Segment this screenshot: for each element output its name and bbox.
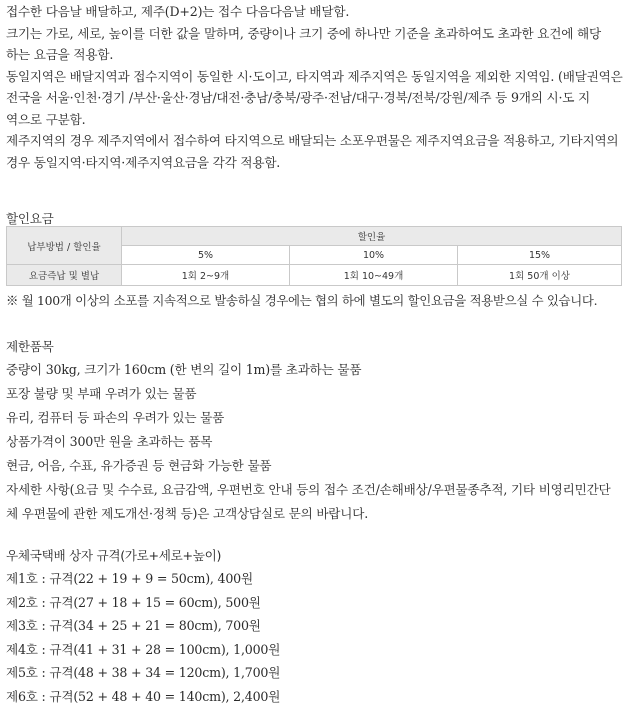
intro-line: 크기는 가로, 세로, 높이를 더한 값을 말하며, 중량이나 크기 중에 하나만 기준을 초과하여도 초과한 요건에 해당 — [6, 23, 623, 45]
table-rate-cell: 5% — [122, 246, 290, 265]
table-header-rate: 할인율 — [122, 227, 622, 246]
intro-line: 하는 요금을 적용함. — [6, 44, 623, 66]
box-line: 제5호 : 규격(48 + 38 + 34 = 120cm), 1,700원 — [6, 661, 280, 685]
intro-line: 역으로 구분함. — [6, 109, 623, 131]
restricted-title: 제한품목 — [6, 336, 53, 355]
box-line: 제1호 : 규격(22 + 19 + 9 = 50cm), 400원 — [6, 567, 280, 591]
box-line: 제3호 : 규격(34 + 25 + 21 = 80cm), 700원 — [6, 614, 280, 638]
restricted-line: 상품가격이 300만 원을 초과하는 품목 — [6, 430, 611, 454]
intro-section — [6, 1, 623, 173]
table-rate-cell: 10% — [290, 246, 458, 265]
intro-line: 경우 동일지역·타지역·제주지역요금을 각각 적용함. — [6, 152, 623, 174]
restricted-line: 유리, 컴퓨터 등 파손의 우려가 있는 물품 — [6, 406, 611, 430]
table-row-cell: 1회 10~49개 — [290, 265, 458, 286]
restricted-section — [6, 358, 611, 526]
boxes-title: 우체국택배 상자 규격(가로+세로+높이) — [6, 545, 221, 564]
restricted-line: 중량이 30kg, 크기가 160cm (한 변의 길이 1m)를 초과하는 물품 — [6, 358, 611, 382]
restricted-line: 체 우편물에 관한 제도개선·정책 등)은 고객상담실로 문의 바랍니다. — [6, 502, 611, 526]
intro-line: 전국을 서울·인천·경기 /부산·울산·경남/대전·충남/충북/광주·전남/대구·경북/전북/강원/제주 등 9개의 시·도 지 — [6, 87, 623, 109]
discount-table — [6, 226, 622, 286]
box-line: 제6호 : 규격(52 + 48 + 40 = 140cm), 2,400원 — [6, 685, 280, 708]
restricted-line: 현금, 어음, 수표, 유가증권 등 현금화 가능한 물품 — [6, 454, 611, 478]
table-rate-cell: 15% — [458, 246, 622, 265]
box-line: 제4호 : 규격(41 + 31 + 28 = 100cm), 1,000원 — [6, 638, 280, 662]
box-line: 제2호 : 규격(27 + 18 + 15 = 60cm), 500원 — [6, 591, 280, 615]
discount-title: 할인요금 — [6, 208, 53, 227]
intro-line: 접수한 다음날 배달하고, 제주(D+2)는 접수 다음다음날 배달함. — [6, 1, 623, 23]
boxes-section — [6, 567, 280, 708]
table-row-cell: 1회 50개 이상 — [458, 265, 622, 286]
table-row-cell: 1회 2~9개 — [122, 265, 290, 286]
discount-note: ※ 월 100개 이상의 소포를 지속적으로 발송하실 경우에는 협의 하에 별도의 할인요금을 적용받으실 수 있습니다. — [6, 291, 597, 311]
restricted-line: 자세한 사항(요금 및 수수료, 요금감액, 우편번호 안내 등의 접수 조건/손해배상/우편물종추적, 기타 비영리민간단 — [6, 478, 611, 502]
table-header-method: 납부방법 / 할인율 — [7, 227, 122, 265]
table-row-label: 요금즉납 및 별납 — [7, 265, 122, 286]
intro-line: 동일지역은 배달지역과 접수지역이 동일한 시·도이고, 타지역과 제주지역은 동일지역을 제외한 지역임. (배달권역은 — [6, 66, 623, 88]
restricted-line: 포장 불량 및 부패 우려가 있는 물품 — [6, 382, 611, 406]
intro-line: 제주지역의 경우 제주지역에서 접수하여 타지역으로 배달되는 소포우편물은 제주지역요금을 적용하고, 기타지역의 — [6, 130, 623, 152]
